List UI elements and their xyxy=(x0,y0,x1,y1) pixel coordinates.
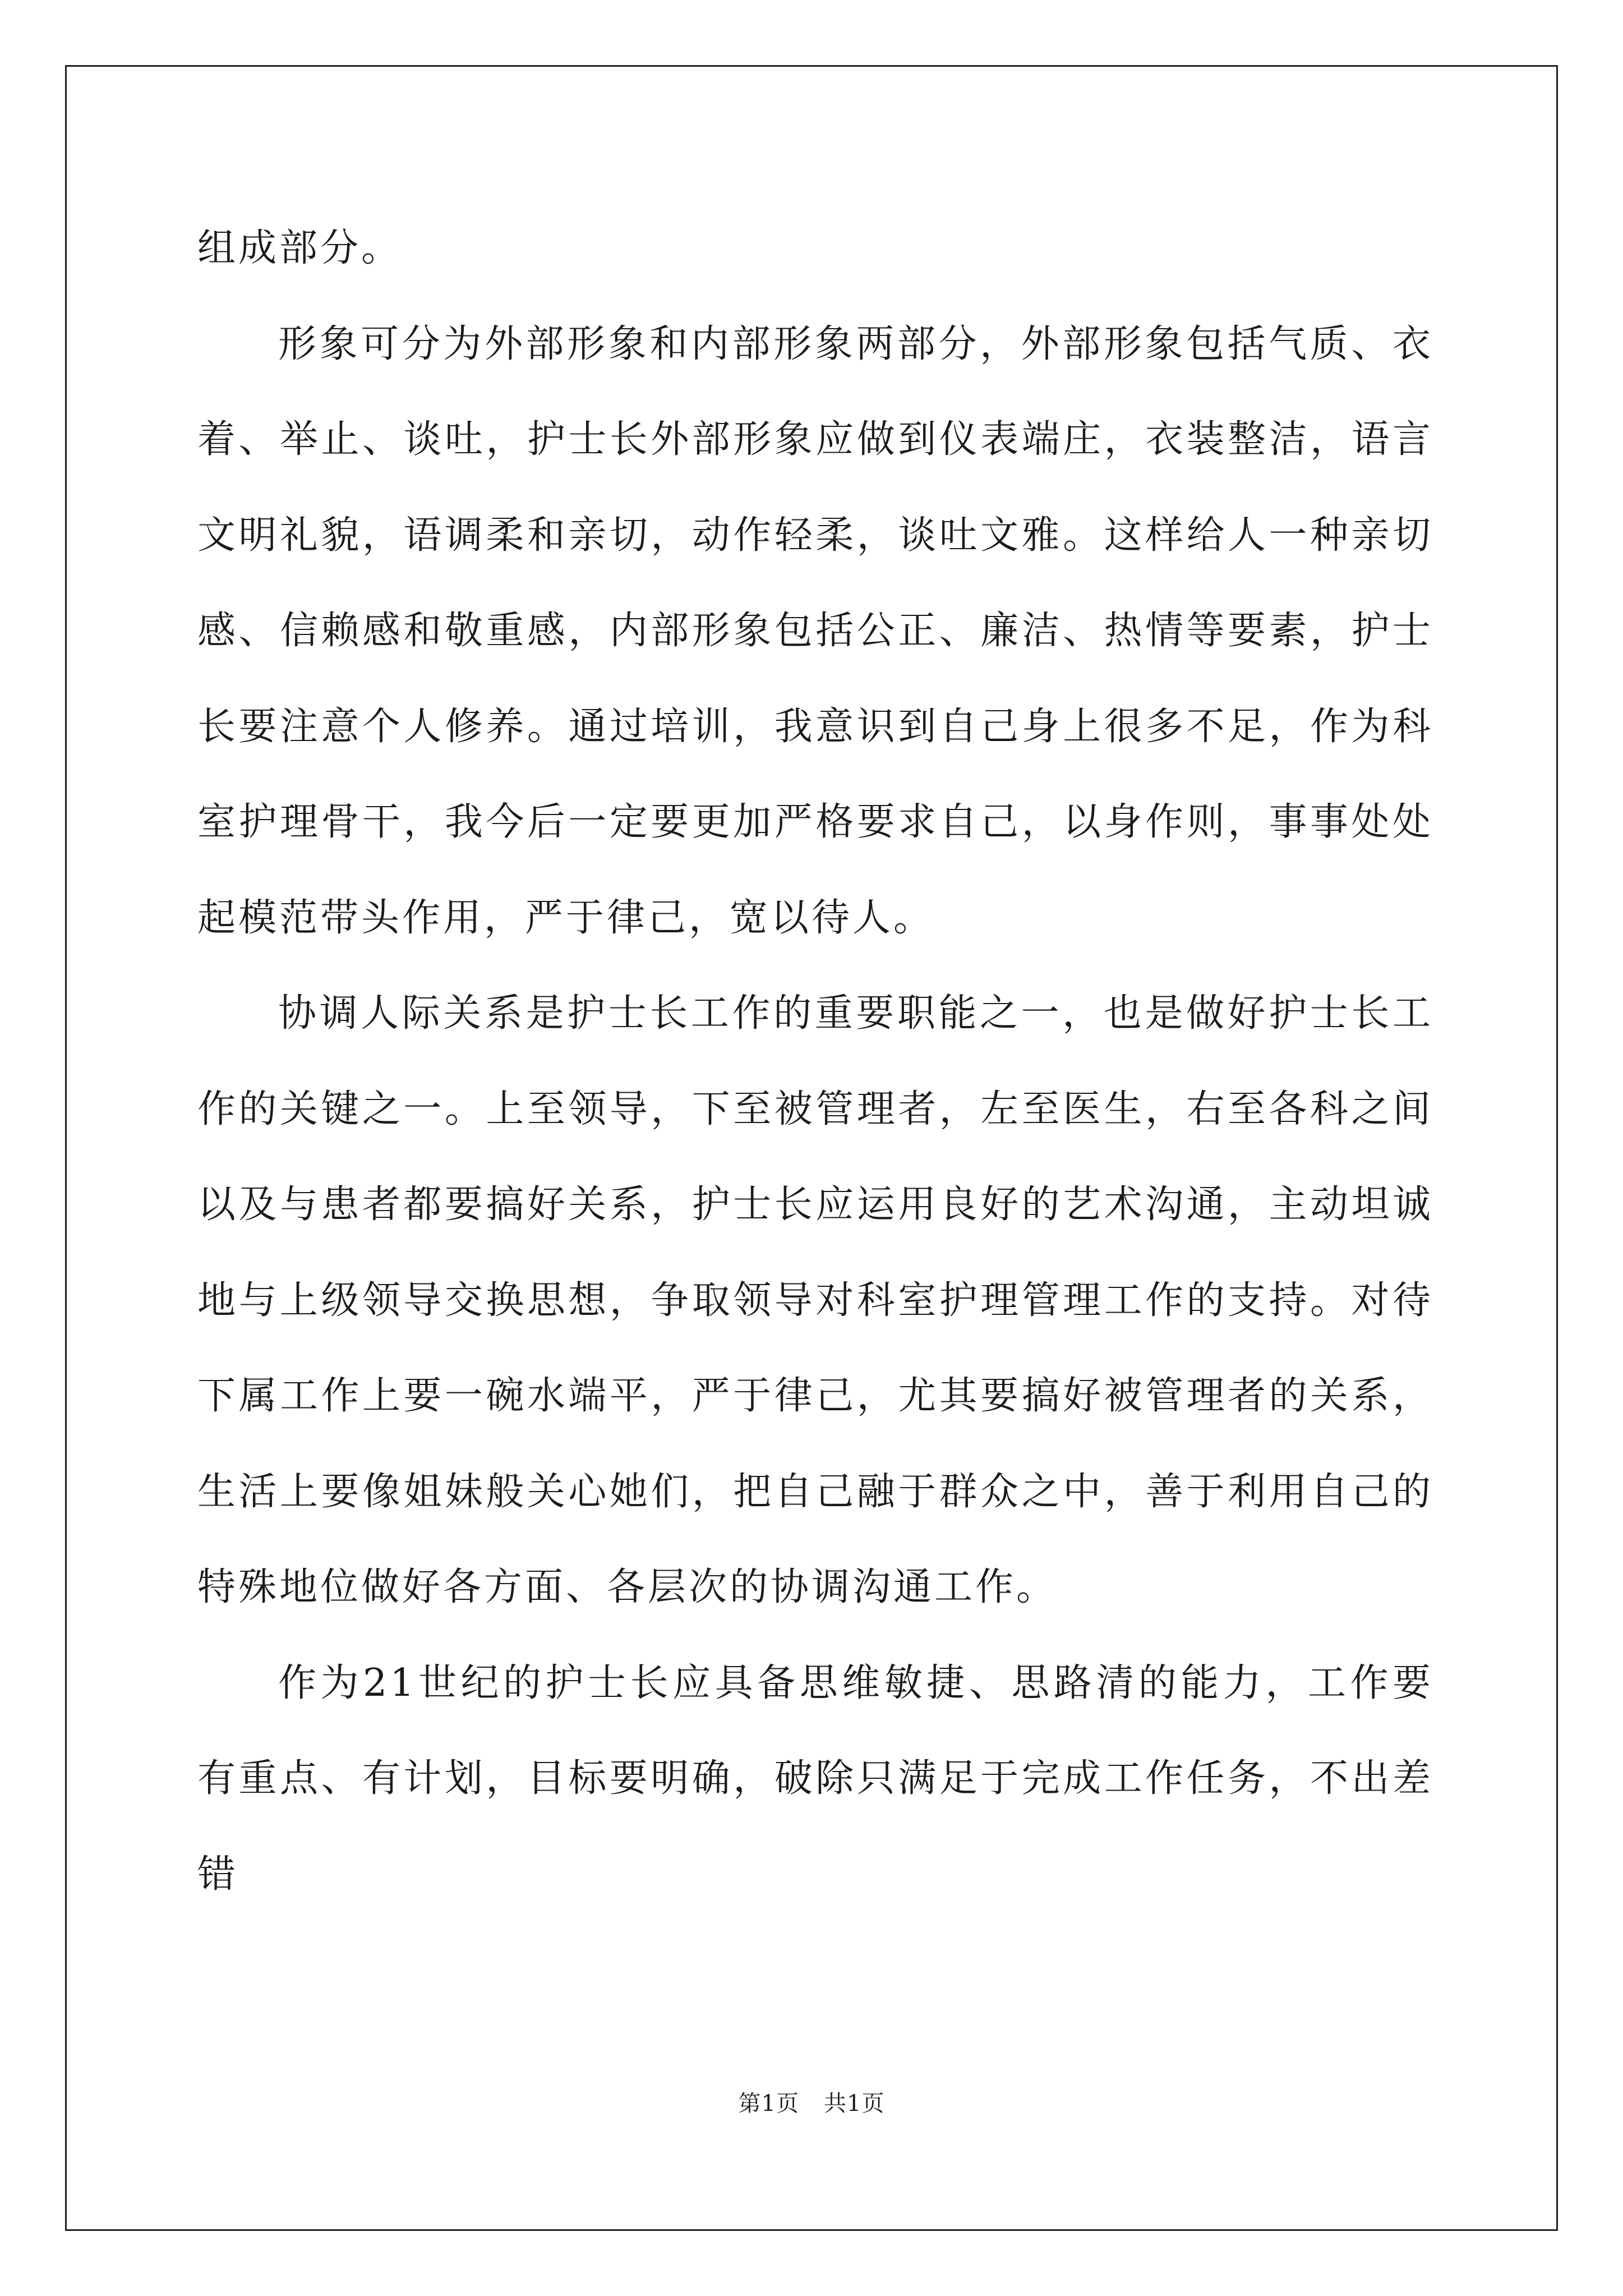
paragraph-21st-century-section: 作为21世纪的护士长应具备思维敏捷、思路清的能力，工作要有重点、有计划，目标要明确，破除只满足于完成工作任务，不出差错 xyxy=(197,1660,1433,1897)
paragraph-interpersonal-section: 协调人际关系是护士长工作的重要职能之一，也是做好护士长工作的关键之一。上至领导，下至被管理者，左至医生，右至各科之间以及与患者都要搞好关系，护士长应运用良好的艺术沟通，主动坦诚地与上级领导交换思想，争取领导对科室护理管理工作的支持。对待下属工作上要一碗水端平，严于律己，尤其要搞好被管理者的关系，生活上要像姐妹般关心她们，把自己融于群众之中，善于利用自己的特殊地位做好各方面、各层次的协调沟通工作。 xyxy=(197,991,1433,1609)
page-footer xyxy=(0,2088,1623,2119)
page-total: 共1页 xyxy=(824,2091,885,2116)
paragraph-continuation: 组成部分。 xyxy=(197,226,403,270)
paragraph-image-section: 形象可分为外部形象和内部形象两部分，外部形象包括气质、衣着、举止、谈吐，护士长外部形象应做到仪表端庄，衣装整洁，语言文明礼貌，语调柔和亲切，动作轻柔，谈吐文雅。这样给人一种亲切感、信赖感和敬重感，内部形象包括公正、廉洁、热情等要素，护士长要注意个人修养。通过培训，我意识到自己身上很多不足，作为科室护理骨干，我今后一定要更加严格要求自己，以身作则，事事处处起模范带头作用，严于律己，宽以待人。 xyxy=(197,321,1433,940)
page-number: 第1页 xyxy=(738,2091,799,2116)
document-body xyxy=(197,201,1433,1922)
